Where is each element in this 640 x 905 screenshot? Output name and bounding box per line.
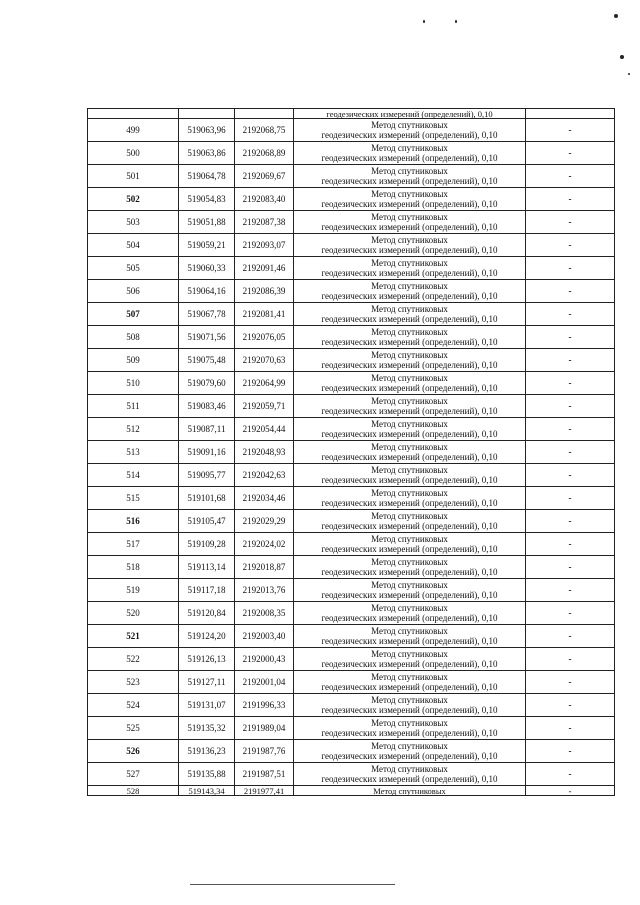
cell-number: 504 [88, 234, 179, 257]
method-line-2: геодезических измерений (определений), 0,10 [321, 360, 498, 370]
method-line-2: геодезических измерений (определений), 0,10 [321, 659, 498, 669]
method-line-2: геодезических измерений (определений), 0,10 [321, 130, 498, 140]
cell-x: 519083,46 [179, 395, 235, 418]
cell-y: 2192086,39 [235, 280, 294, 303]
table-row [88, 372, 615, 395]
cell-y: 2192070,63 [235, 349, 294, 372]
cell-method [294, 487, 526, 510]
cell-y: 2192054,44 [235, 418, 294, 441]
cell-y: 2192068,89 [235, 142, 294, 165]
cell-accuracy: - [526, 257, 615, 280]
scan-speck [423, 20, 425, 23]
table-row [88, 602, 615, 625]
cell-number: 510 [88, 372, 179, 395]
table-row [88, 418, 615, 441]
cell-accuracy: - [526, 326, 615, 349]
cell-number: 509 [88, 349, 179, 372]
method-line-2: геодезических измерений (определений), 0,10 [321, 567, 498, 577]
cell-method [294, 602, 526, 625]
cell-y: 2192024,02 [235, 533, 294, 556]
cell-number: 513 [88, 441, 179, 464]
cell-method [294, 303, 526, 326]
method-line-1: Метод спутниковых [371, 672, 448, 682]
method-line-2: геодезических измерений (определений), 0,10 [321, 636, 498, 646]
scan-speck [620, 55, 624, 59]
cell-accuracy: - [526, 119, 615, 142]
method-line-1: Метод спутниковых [371, 626, 448, 636]
cell-accuracy: - [526, 280, 615, 303]
method-line-2: геодезических измерений (определений), 0,10 [321, 153, 498, 163]
cell-accuracy: - [526, 165, 615, 188]
cell-number: 519 [88, 579, 179, 602]
cell-number: 499 [88, 119, 179, 142]
cell-x: 519126,13 [179, 648, 235, 671]
method-line-2: геодезических измерений (определений), 0,10 [321, 176, 498, 186]
cell-x: 519136,23 [179, 740, 235, 763]
cell-x [179, 109, 235, 119]
cell-x: 519063,86 [179, 142, 235, 165]
cell-accuracy: - [526, 556, 615, 579]
cell-y: 2192000,43 [235, 648, 294, 671]
cell-method [294, 717, 526, 740]
cell-accuracy: - [526, 717, 615, 740]
cell-method [294, 579, 526, 602]
method-line-1: Метод спутниковых [371, 281, 448, 291]
method-line-1: Метод спутниковых [371, 580, 448, 590]
method-line-2: геодезических измерений (определений), 0,10 [321, 728, 498, 738]
method-line-1: Метод спутниковых [371, 120, 448, 130]
method-line-1: Метод спутниковых [371, 557, 448, 567]
method-line-1: Метод спутниковых [371, 511, 448, 521]
method-line-1: Метод спутниковых [371, 327, 448, 337]
method-line-1: Метод спутниковых [371, 189, 448, 199]
cell-accuracy: - [526, 487, 615, 510]
cell-x: 519091,16 [179, 441, 235, 464]
cell-method [294, 441, 526, 464]
method-line-1: Метод спутниковых [371, 373, 448, 383]
method-line-1: Метод спутниковых [371, 442, 448, 452]
cell-x: 519051,88 [179, 211, 235, 234]
cell-method [294, 119, 526, 142]
method-line-2: геодезических измерений (определений), 0,10 [321, 245, 498, 255]
cell-y: 2192087,38 [235, 211, 294, 234]
cell-y: 2192008,35 [235, 602, 294, 625]
table-row [88, 188, 615, 211]
cell-y: 2192091,46 [235, 257, 294, 280]
table-row [88, 579, 615, 602]
cell-y: 2192081,41 [235, 303, 294, 326]
table-row [88, 763, 615, 786]
method-line-2: геодезических измерений (определений), 0,10 [321, 544, 498, 554]
cell-method [294, 165, 526, 188]
method-line-1: Метод спутниковых [371, 166, 448, 176]
cell-method [294, 510, 526, 533]
method-line-1: Метод спутниковых [371, 488, 448, 498]
cell-y: 2192064,99 [235, 372, 294, 395]
cell-x: 519109,28 [179, 533, 235, 556]
cell-accuracy: - [526, 372, 615, 395]
method-line-2: геодезических измерений (определений), 0,10 [321, 452, 498, 462]
method-line-1: Метод спутниковых [371, 350, 448, 360]
table-row [88, 533, 615, 556]
method-line-1: Метод спутниковых [371, 304, 448, 314]
method-line-2: геодезических измерений (определений), 0,10 [321, 475, 498, 485]
table-row [88, 556, 615, 579]
cell-x: 519071,56 [179, 326, 235, 349]
cell-method [294, 142, 526, 165]
cell-method [294, 234, 526, 257]
cell-method [294, 556, 526, 579]
cell-number: 514 [88, 464, 179, 487]
cell-number: 522 [88, 648, 179, 671]
cell-y [235, 109, 294, 119]
cell-method [294, 372, 526, 395]
cell-accuracy: - [526, 648, 615, 671]
cell-x: 519067,78 [179, 303, 235, 326]
cell-method [294, 395, 526, 418]
cell-number: 518 [88, 556, 179, 579]
table-row [88, 303, 615, 326]
cell-accuracy: - [526, 533, 615, 556]
cell-x: 519113,14 [179, 556, 235, 579]
cell-accuracy [526, 109, 615, 119]
cell-method [294, 418, 526, 441]
cell-x: 519063,96 [179, 119, 235, 142]
cell-number: 501 [88, 165, 179, 188]
cell-number: 525 [88, 717, 179, 740]
method-line-2: геодезических измерений (определений), 0,10 [321, 613, 498, 623]
cell-number: 507 [88, 303, 179, 326]
table-row [88, 717, 615, 740]
cell-method [294, 188, 526, 211]
cell-number: 520 [88, 602, 179, 625]
method-line-2: геодезических измерений (определений), 0,10 [321, 751, 498, 761]
cell-method [294, 349, 526, 372]
scan-speck [455, 20, 457, 23]
cell-y: 2192013,76 [235, 579, 294, 602]
method-line-2: геодезических измерений (определений), 0,10 [321, 682, 498, 692]
cell-x: 519059,21 [179, 234, 235, 257]
method-line-2: геодезических измерений (определений), 0,10 [321, 774, 498, 784]
table-row [88, 464, 615, 487]
cell-y: 2192093,07 [235, 234, 294, 257]
cell-y: 2191987,76 [235, 740, 294, 763]
cell-accuracy: - [526, 418, 615, 441]
cell-accuracy: - [526, 349, 615, 372]
cell-accuracy: - [526, 234, 615, 257]
cell-accuracy: - [526, 395, 615, 418]
cell-number: 516 [88, 510, 179, 533]
cell-method [294, 464, 526, 487]
cell-accuracy: - [526, 211, 615, 234]
table-row [88, 349, 615, 372]
method-line-1: Метод спутниковых [371, 419, 448, 429]
cell-x: 519079,60 [179, 372, 235, 395]
method-line-2: геодезических измерений (определений), 0,10 [321, 705, 498, 715]
cell-method: Метод спутниковых [294, 786, 526, 796]
method-line-1: Метод спутниковых [371, 235, 448, 245]
footer-rule [190, 884, 395, 885]
cell-accuracy: - [526, 602, 615, 625]
table-row [88, 740, 615, 763]
cell-number: 523 [88, 671, 179, 694]
method-line-2: геодезических измерений (определений), 0,10 [321, 268, 498, 278]
cell-y: 2192034,46 [235, 487, 294, 510]
cell-method [294, 648, 526, 671]
cell-number: 524 [88, 694, 179, 717]
table-row [88, 119, 615, 142]
cell-number: 512 [88, 418, 179, 441]
cell-x: 519131,07 [179, 694, 235, 717]
cell-number: 517 [88, 533, 179, 556]
cell-method [294, 533, 526, 556]
method-line-1: Метод спутниковых [371, 258, 448, 268]
cell-number: 503 [88, 211, 179, 234]
table-row [88, 142, 615, 165]
method-line-2: геодезических измерений (определений), 0,10 [321, 199, 498, 209]
method-line-1: Метод спутниковых [371, 143, 448, 153]
cell-method [294, 763, 526, 786]
cell-number [88, 109, 179, 119]
cell-x: 519101,68 [179, 487, 235, 510]
cell-accuracy: - [526, 142, 615, 165]
cell-x: 519117,18 [179, 579, 235, 602]
table-row-last [88, 786, 615, 796]
cell-method [294, 326, 526, 349]
cell-x: 519135,88 [179, 763, 235, 786]
method-line-2: геодезических измерений (определений), 0,10 [321, 521, 498, 531]
cell-x: 519127,11 [179, 671, 235, 694]
cell-accuracy: - [526, 625, 615, 648]
table-row [88, 280, 615, 303]
table-row [88, 326, 615, 349]
table-row [88, 487, 615, 510]
method-line-2: геодезических измерений (определений), 0,10 [321, 590, 498, 600]
cell-method [294, 671, 526, 694]
cell-y: 2191989,04 [235, 717, 294, 740]
table-row [88, 257, 615, 280]
table-row [88, 165, 615, 188]
coordinates-table [87, 108, 615, 796]
cell-x: 519105,47 [179, 510, 235, 533]
cell-accuracy: - [526, 510, 615, 533]
cell-x: 519064,78 [179, 165, 235, 188]
cell-method [294, 280, 526, 303]
cell-y: 2192029,29 [235, 510, 294, 533]
cell-number: 505 [88, 257, 179, 280]
method-line-2: геодезических измерений (определений), 0,10 [321, 429, 498, 439]
cell-number: 527 [88, 763, 179, 786]
cell-y: 2191996,33 [235, 694, 294, 717]
method-line-2: геодезических измерений (определений), 0,10 [321, 498, 498, 508]
table-row [88, 648, 615, 671]
cell-x: 519060,33 [179, 257, 235, 280]
cell-y: 2192059,71 [235, 395, 294, 418]
method-line-2: геодезических измерений (определений), 0,10 [321, 337, 498, 347]
method-line-1: Метод спутниковых [371, 741, 448, 751]
table-row [88, 625, 615, 648]
cell-x: 519054,83 [179, 188, 235, 211]
cell-x: 519124,20 [179, 625, 235, 648]
cell-y: 2192018,87 [235, 556, 294, 579]
table-row [88, 694, 615, 717]
cell-method [294, 257, 526, 280]
method-line-1: Метод спутниковых [371, 465, 448, 475]
cell-y: 2192042,63 [235, 464, 294, 487]
cell-number: 502 [88, 188, 179, 211]
cell-x: 519064,16 [179, 280, 235, 303]
cell-accuracy: - [526, 694, 615, 717]
cell-number: 521 [88, 625, 179, 648]
cell-accuracy: - [526, 579, 615, 602]
cell-y: 2191977,41 [235, 786, 294, 796]
table-row [88, 211, 615, 234]
table-row [88, 441, 615, 464]
method-line-1: Метод спутниковых [371, 695, 448, 705]
cell-number: 511 [88, 395, 179, 418]
table-row [88, 234, 615, 257]
method-line-2: геодезических измерений (определений), 0,10 [321, 291, 498, 301]
cell-number: 508 [88, 326, 179, 349]
method-line-2: геодезических измерений (определений), 0,10 [321, 406, 498, 416]
table-row-continued [88, 109, 615, 119]
cell-accuracy: - [526, 464, 615, 487]
cell-accuracy: - [526, 763, 615, 786]
coordinates-table-body [88, 109, 615, 796]
table-row [88, 671, 615, 694]
method-line-1: Метод спутниковых [371, 396, 448, 406]
method-line-1: Метод спутниковых [371, 764, 448, 774]
cell-y: 2191987,51 [235, 763, 294, 786]
cell-method: геодезических измерений (определений), 0,10 [294, 109, 526, 119]
cell-accuracy: - [526, 786, 615, 796]
scan-speck [628, 73, 630, 75]
cell-x: 519120,84 [179, 602, 235, 625]
method-line-2: геодезических измерений (определений), 0,10 [321, 222, 498, 232]
cell-number: 506 [88, 280, 179, 303]
cell-y: 2192083,40 [235, 188, 294, 211]
method-line-1: Метод спутниковых [371, 534, 448, 544]
cell-x: 519095,77 [179, 464, 235, 487]
cell-method [294, 694, 526, 717]
cell-method [294, 625, 526, 648]
method-line-1: Метод спутниковых [371, 212, 448, 222]
cell-y: 2192048,93 [235, 441, 294, 464]
cell-y: 2192069,67 [235, 165, 294, 188]
cell-method [294, 740, 526, 763]
cell-number: 528 [88, 786, 179, 796]
cell-y: 2192001,04 [235, 671, 294, 694]
cell-y: 2192068,75 [235, 119, 294, 142]
table-row [88, 510, 615, 533]
cell-x: 519075,48 [179, 349, 235, 372]
cell-number: 500 [88, 142, 179, 165]
method-line-2: геодезических измерений (определений), 0,10 [321, 383, 498, 393]
method-line-1: Метод спутниковых [371, 718, 448, 728]
scan-speck [614, 14, 618, 18]
cell-accuracy: - [526, 671, 615, 694]
cell-y: 2192076,05 [235, 326, 294, 349]
cell-accuracy: - [526, 740, 615, 763]
cell-x: 519087,11 [179, 418, 235, 441]
cell-accuracy: - [526, 188, 615, 211]
cell-accuracy: - [526, 303, 615, 326]
cell-x: 519135,32 [179, 717, 235, 740]
method-line-1: Метод спутниковых [371, 649, 448, 659]
cell-accuracy: - [526, 441, 615, 464]
cell-x: 519143,34 [179, 786, 235, 796]
method-line-1: Метод спутниковых [371, 603, 448, 613]
cell-method [294, 211, 526, 234]
cell-number: 515 [88, 487, 179, 510]
cell-y: 2192003,40 [235, 625, 294, 648]
cell-number: 526 [88, 740, 179, 763]
table-row [88, 395, 615, 418]
method-line-2: геодезических измерений (определений), 0,10 [321, 314, 498, 324]
